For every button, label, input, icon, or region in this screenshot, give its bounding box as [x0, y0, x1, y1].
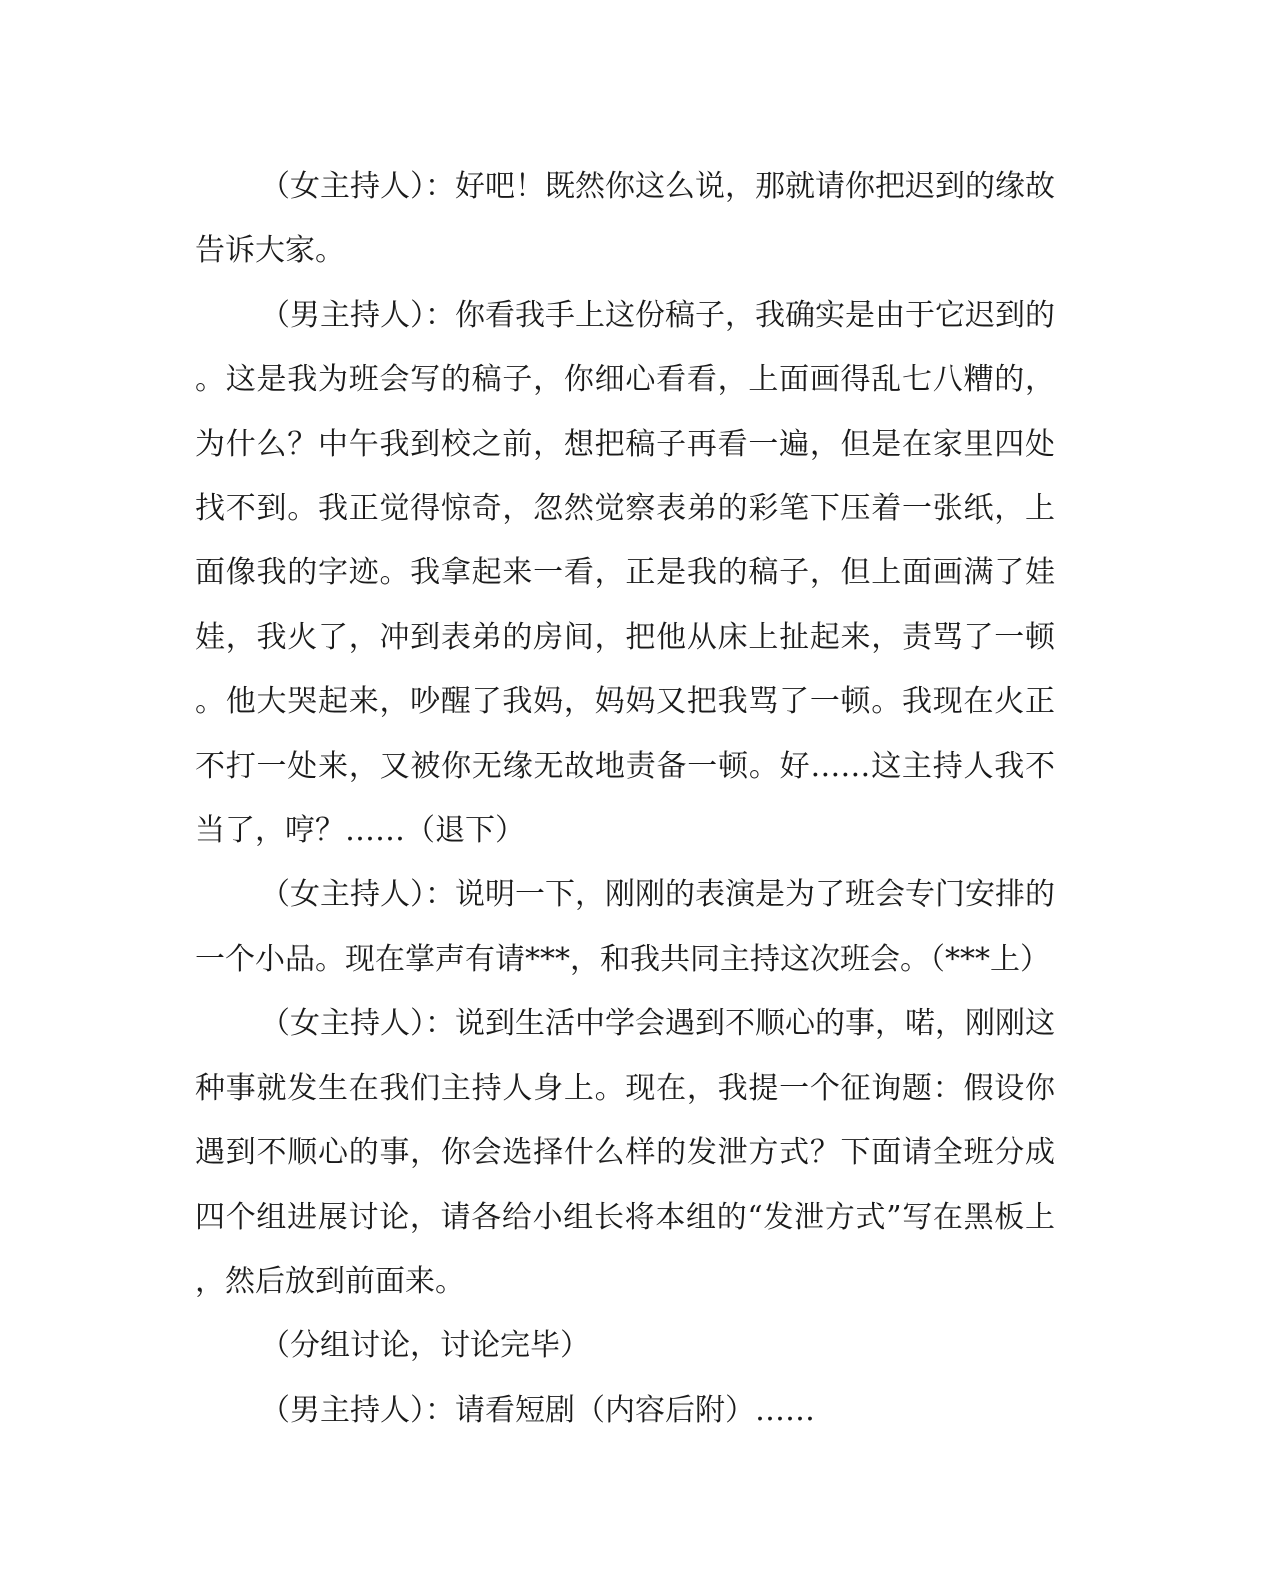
- paragraph-male-host-1: （男主持人）：你看我手上这份稿子，我确实是由于它迟到的。这是我为班会写的稿子，你细心看看，上面画得乱七八糟的，为什么？中午我到校之前，想把稿子再看一遍，但是在家里四处找不到。我正觉得惊奇，忽然觉察表弟的彩笔下压着一张纸，上面像我的字迹。我拿起来一看，正是我的稿子，但上面画满了娃娃，我火了，冲到表弟的房间，把他从床上扯起来，责骂了一顿。他大哭起来，吵醒了我妈，妈妈又把我骂了一顿。我现在火正不打一处来，又被你无缘无故地责备一顿。好……这主持人我不当了，哼？……（退下）: [195, 297, 1055, 849]
- paragraph-male-host-2: （男主持人）：请看短剧（内容后附）……: [260, 1392, 815, 1428]
- paragraph-group-discussion: （分组讨论，讨论完毕）: [260, 1328, 590, 1364]
- paragraph-female-host-1: （女主持人）：好吧！既然你这么说，那就请你把迟到的缘故告诉大家。: [195, 169, 1055, 269]
- document-body: [195, 155, 1055, 1443]
- paragraph-female-host-3: （女主持人）：说到生活中学会遇到不顺心的事，喏，刚刚这种事就发生在我们主持人身上。现在，我提一个征询题：假设你遇到不顺心的事，你会选择什么样的发泄方式？下面请全班分成四个组进展讨论，请各给小组长将本组的“发泄方式”写在黑板上，然后放到前面来。: [195, 1006, 1055, 1299]
- paragraph-female-host-2: （女主持人）：说明一下，刚刚的表演是为了班会专门安排的一个小品。现在掌声有请***，和我共同主持这次班会。（***上）: [195, 877, 1055, 977]
